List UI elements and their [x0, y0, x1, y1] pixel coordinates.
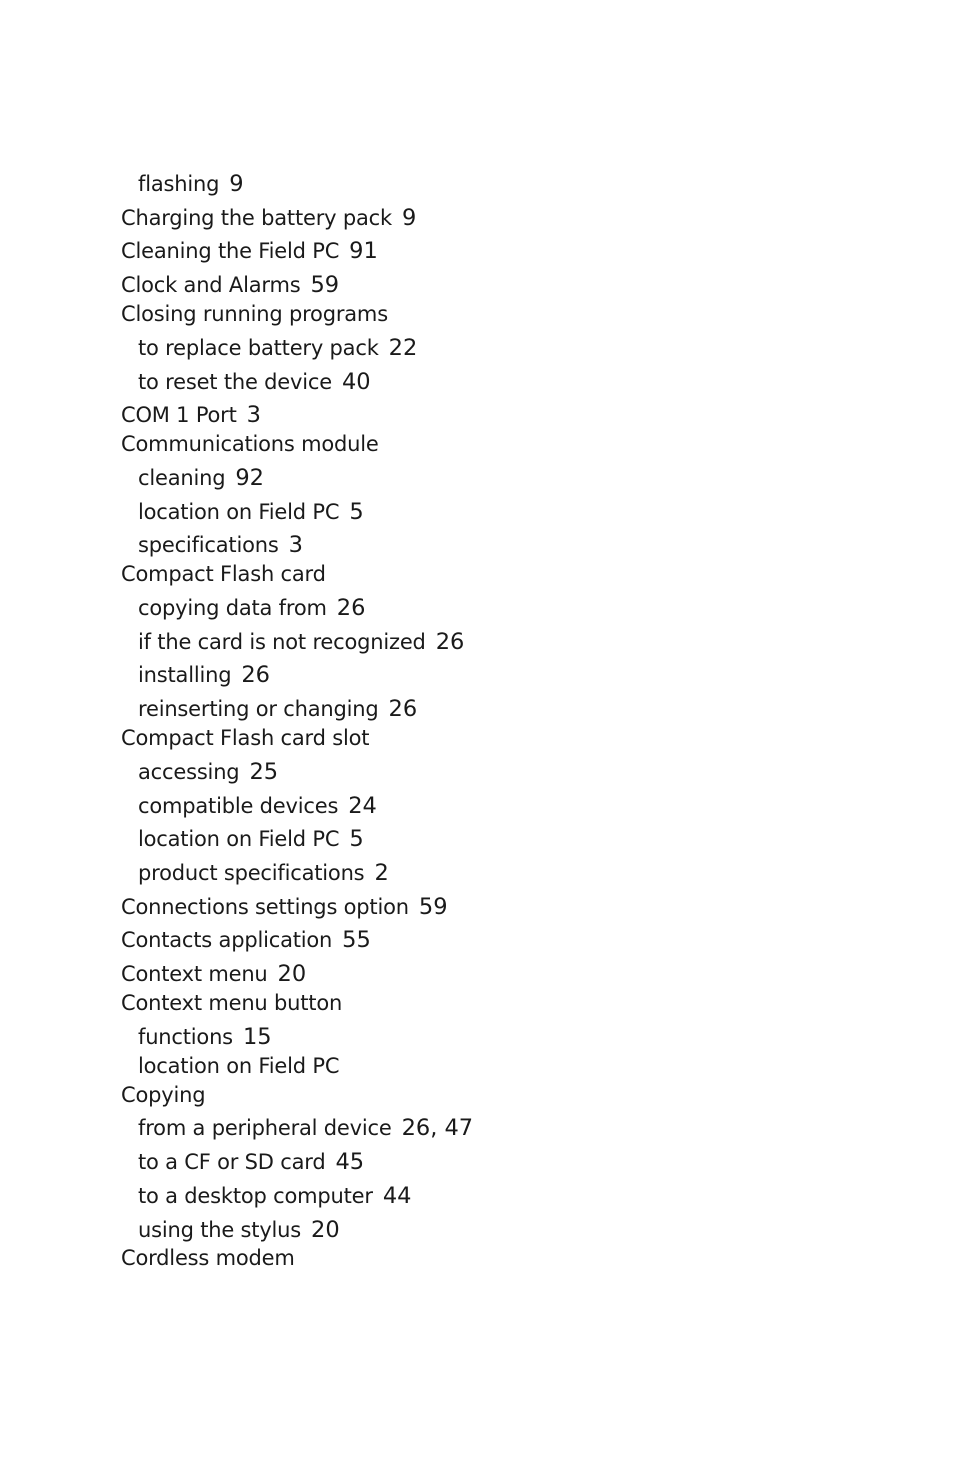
entry-label: location on Field PC — [138, 500, 340, 524]
index-subentry — [138, 1114, 473, 1142]
entry-label: cleaning — [138, 466, 226, 490]
entry-label: accessing — [138, 760, 240, 784]
entry-label: location on Field PC — [138, 827, 340, 851]
page-reference: 45 — [335, 1149, 365, 1175]
page-reference: 44 — [382, 1183, 412, 1209]
page-reference: 55 — [342, 927, 371, 953]
page-reference: 9 — [229, 171, 244, 197]
entry-label: Connections settings option — [121, 895, 409, 919]
page-reference: 40 — [341, 369, 371, 395]
entry-label: Charging the battery pack — [121, 206, 392, 230]
page-reference: 3 — [288, 532, 303, 558]
index-entry — [121, 724, 369, 752]
entry-label: Context menu button — [121, 991, 343, 1015]
page-reference: 20 — [277, 961, 307, 987]
entry-label: using the stylus — [138, 1218, 302, 1242]
entry-label: Contacts application — [121, 928, 333, 952]
index-entry — [121, 926, 371, 954]
page-reference: 3 — [246, 402, 261, 428]
page-reference: 5 — [349, 499, 364, 525]
page-reference: 59 — [418, 894, 448, 920]
index-subentry — [138, 1023, 272, 1051]
entry-label: location on Field PC — [138, 1054, 340, 1078]
index-entry — [121, 893, 448, 921]
entry-label: copying data from — [138, 596, 327, 620]
index-subentry — [138, 1182, 411, 1210]
index-subentry — [138, 628, 464, 656]
index-entry — [121, 430, 379, 458]
entry-label: to replace battery pack — [138, 336, 379, 360]
entry-label: specifications — [138, 533, 279, 557]
index-entry — [121, 1244, 295, 1272]
entry-label: Closing running programs — [121, 302, 388, 326]
index-entry — [121, 401, 261, 429]
index-subentry — [138, 368, 371, 396]
index-subentry — [138, 498, 364, 526]
entry-label: Clock and Alarms — [121, 273, 301, 297]
entry-label: functions — [138, 1025, 233, 1049]
index-subentry — [138, 1148, 364, 1176]
index-subentry — [138, 825, 364, 853]
index-entry — [121, 271, 339, 299]
entry-label: Context menu — [121, 962, 268, 986]
index-subentry — [138, 1216, 340, 1244]
entry-label: installing — [138, 663, 232, 687]
page-reference: 24 — [348, 793, 377, 819]
entry-label: compatible devices — [138, 794, 339, 818]
index-subentry — [138, 758, 278, 786]
page-reference: 15 — [242, 1024, 272, 1050]
index-entry — [121, 204, 416, 232]
page-reference: 20 — [311, 1217, 340, 1243]
index-entry — [121, 300, 388, 328]
page-reference: 26 — [388, 696, 418, 722]
page-reference: 22 — [388, 335, 418, 361]
entry-label: flashing — [138, 172, 220, 196]
index-entry — [121, 1081, 205, 1109]
entry-label: COM 1 Port — [121, 403, 237, 427]
entry-label: Compact Flash card — [121, 562, 326, 586]
entry-label: to a CF or SD card — [138, 1150, 326, 1174]
entry-label: Copying — [121, 1083, 206, 1107]
index-entry — [121, 560, 326, 588]
entry-label: to a desktop computer — [138, 1184, 373, 1208]
entry-label: if the card is not recognized — [138, 630, 426, 654]
page-reference: 2 — [374, 860, 389, 886]
index-entry — [121, 960, 306, 988]
index-subentry — [138, 334, 417, 362]
entry-label: Communications module — [121, 432, 379, 456]
index-subentry — [138, 695, 417, 723]
page-reference: 26 — [435, 629, 465, 655]
index-subentry — [138, 792, 377, 820]
index-subentry — [138, 594, 365, 622]
entry-label: product specifications — [138, 861, 365, 885]
page-reference: 92 — [235, 465, 264, 491]
page-reference: 91 — [349, 238, 378, 264]
page-reference: 5 — [349, 826, 364, 852]
page-reference: 26 — [336, 595, 366, 621]
page-reference: 9 — [401, 205, 417, 231]
page-reference: 59 — [310, 272, 340, 298]
index-entry — [121, 989, 342, 1017]
entry-label: Cordless modem — [121, 1246, 295, 1270]
entry-label: Cleaning the Field PC — [121, 239, 340, 263]
page-reference: 26 — [241, 662, 270, 688]
index-subentry — [138, 661, 270, 689]
entry-label: from a peripheral device — [138, 1116, 392, 1140]
index-subentry — [138, 464, 264, 492]
page-reference: 26, 47 — [401, 1115, 474, 1141]
entry-label: Compact Flash card slot — [121, 726, 370, 750]
index-subentry — [138, 859, 389, 887]
index-entry — [121, 237, 378, 265]
entry-label: to reset the device — [138, 370, 332, 394]
index-subentry — [138, 1052, 339, 1080]
index-subentry — [138, 531, 303, 559]
page-reference: 25 — [249, 759, 279, 785]
entry-label: reinserting or changing — [138, 697, 379, 721]
index-subentry — [138, 170, 244, 198]
